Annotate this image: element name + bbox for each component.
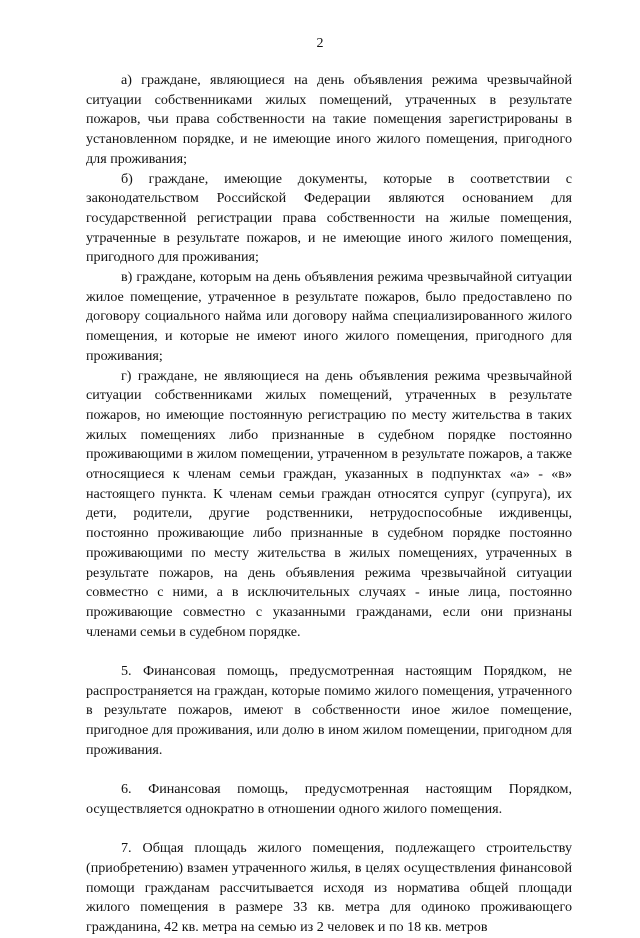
paragraph-g: г) граждане, не являющиеся на день объявления режима чрезвычайной ситуации собственниками жилых помещений, утраченных в результате пожаров, но имеющие постоянную регистрацию по месту жительства в таких жилых помещениях либо признанные в судебном порядке постоянно проживающими в жилом помещении, утраченном в результате пожаров, а также относящиеся к членам семьи граждан, указанных в подпунктах «а» - «в» настоящего пункта. К членам семьи граждан относятся супруг (супруга), их дети, родители, другие родственники, нетрудоспособные иждивенцы, постоянно проживающие либо признанные в судебном порядке постоянно проживающими по месту жительства в жилых помещениях, утраченных в результате пожаров, на день объявления режима чрезвычайной ситуации совместно с ними, а в исключительных случаях - иные лица, постоянно проживающие совместно с указанными гражданами, если они признаны членами семьи в судебном порядке. — [86, 367, 572, 640]
page-number: 2 — [316, 36, 324, 51]
paragraph-6: 6. Финансовая помощь, предусмотренная настоящим Порядком, осуществляется однократно в отношении одного жилого помещения. — [86, 781, 572, 817]
paragraph-b: б) граждане, имеющие документы, которые в соответствии с законодательством Российской Федерации являются основанием для государственной регистрации права собственности на жилые помещения, утраченные в результате пожаров, и не имеющие иного жилого помещения, пригодного для проживания; — [86, 170, 572, 266]
document-body — [86, 71, 572, 938]
paragraph-a: а) граждане, являющиеся на день объявления режима чрезвычайной ситуации собственниками жилых помещений, утраченных в результате пожаров, чьи права собственности на такие помещения зарегистрированы в установленном порядке, и не имеющие иного жилого помещения, пригодного для проживания; — [86, 72, 572, 167]
paragraph-5: 5. Финансовая помощь, предусмотренная настоящим Порядком, не распространяется на граждан, которые помимо жилого помещения, утраченного в результате пожаров, имеют в собственности иное жилое помещение, пригодное для проживания, или долю в ином жилом помещении, пригодном для проживания. — [86, 663, 572, 758]
paragraph-v: в) граждане, которым на день объявления режима чрезвычайной ситуации жилое помещение, утраченное в результате пожаров, было предоставлено по договору социального найма или договору найма специализированного жилого помещения, и которые не имеют иного жилого помещения, пригодного для проживания; — [86, 269, 572, 364]
paragraph-7: 7. Общая площадь жилого помещения, подлежащего строительству (приобретению) взамен утраченного жилья, в целях осуществления финансовой помощи гражданам рассчитывается исходя из норматива общей площади жилого помещения в размере 33 кв. метра для одиноко проживающего гражданина, 42 кв. метра на семью из 2 человек и по 18 кв. метров — [86, 840, 572, 936]
